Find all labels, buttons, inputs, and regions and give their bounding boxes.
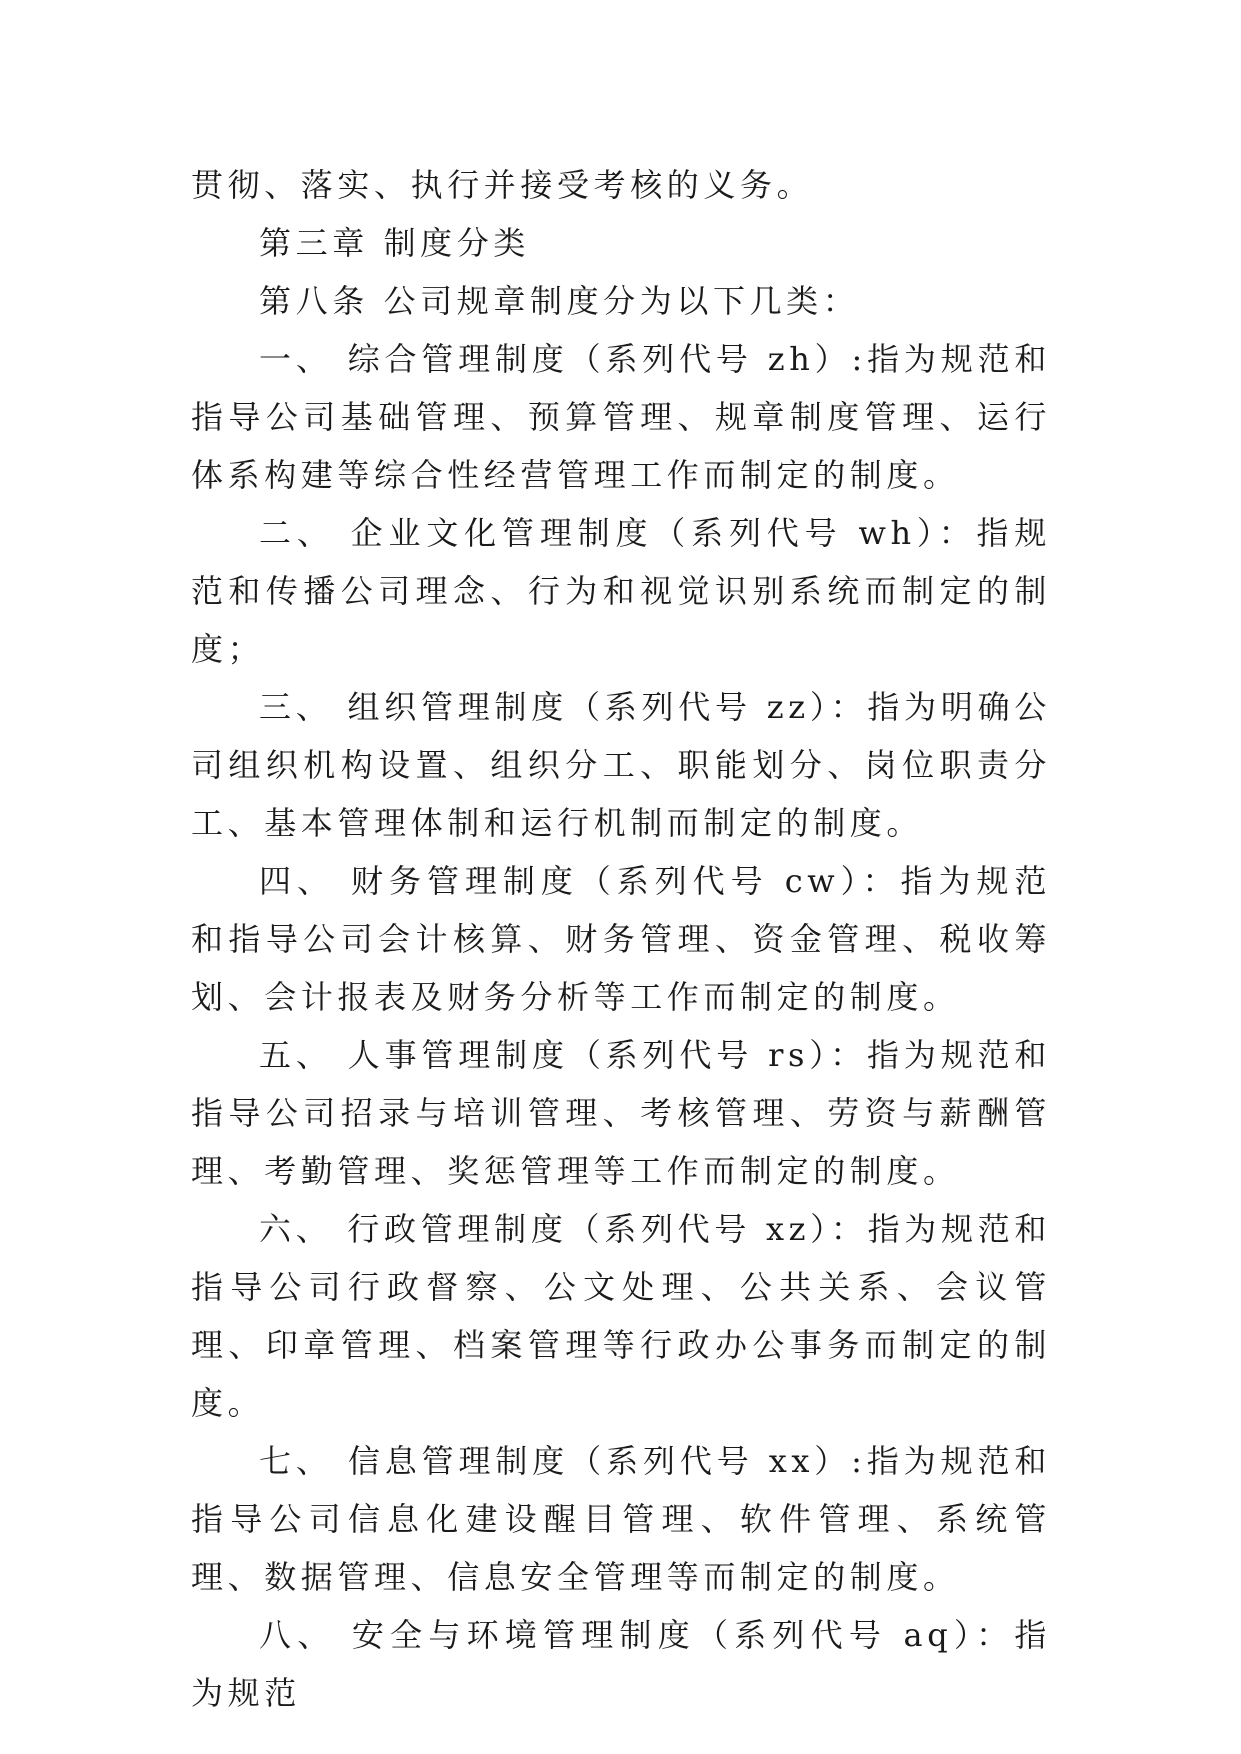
- document-body: [191, 156, 1051, 1722]
- category-item-1: 一、 综合管理制度（系列代号 zh）:指为规范和指导公司基础管理、预算管理、规章制度管理、运行体系构建等综合性经营管理工作而制定的制度。: [191, 340, 1051, 494]
- article-heading: 第八条 公司规章制度分为以下几类：: [259, 282, 860, 320]
- chapter-heading: 第三章 制度分类: [259, 224, 530, 262]
- category-item-6: 六、 行政管理制度（系列代号 xz）：指为规范和指导公司行政督察、公文处理、公共关系、会议管理、印章管理、档案管理等行政办公事务而制定的制度。: [191, 1210, 1051, 1422]
- category-item-5: 五、 人事管理制度（系列代号 rs）：指为规范和指导公司招录与培训管理、考核管理、劳资与薪酬管理、考勤管理、奖惩管理等工作而制定的制度。: [191, 1036, 1051, 1190]
- category-item-8: 八、 安全与环境管理制度（系列代号 aq）：指为规范: [191, 1616, 1051, 1712]
- paragraph-continuation: 贯彻、落实、执行并接受考核的义务。: [191, 166, 814, 204]
- category-item-2: 二、 企业文化管理制度（系列代号 wh）：指规范和传播公司理念、行为和视觉识别系统而制定的制度；: [191, 514, 1051, 668]
- category-item-7: 七、 信息管理制度（系列代号 xx）:指为规范和指导公司信息化建设醒目管理、软件管理、系统管理、数据管理、信息安全管理等而制定的制度。: [191, 1442, 1051, 1596]
- category-item-3: 三、 组织管理制度（系列代号 zz）：指为明确公司组织机构设置、组织分工、职能划分、岗位职责分工、基本管理体制和运行机制而制定的制度。: [191, 688, 1051, 842]
- category-item-4: 四、 财务管理制度（系列代号 cw）：指为规范和指导公司会计核算、财务管理、资金管理、税收筹划、会计报表及财务分析等工作而制定的制度。: [191, 862, 1051, 1016]
